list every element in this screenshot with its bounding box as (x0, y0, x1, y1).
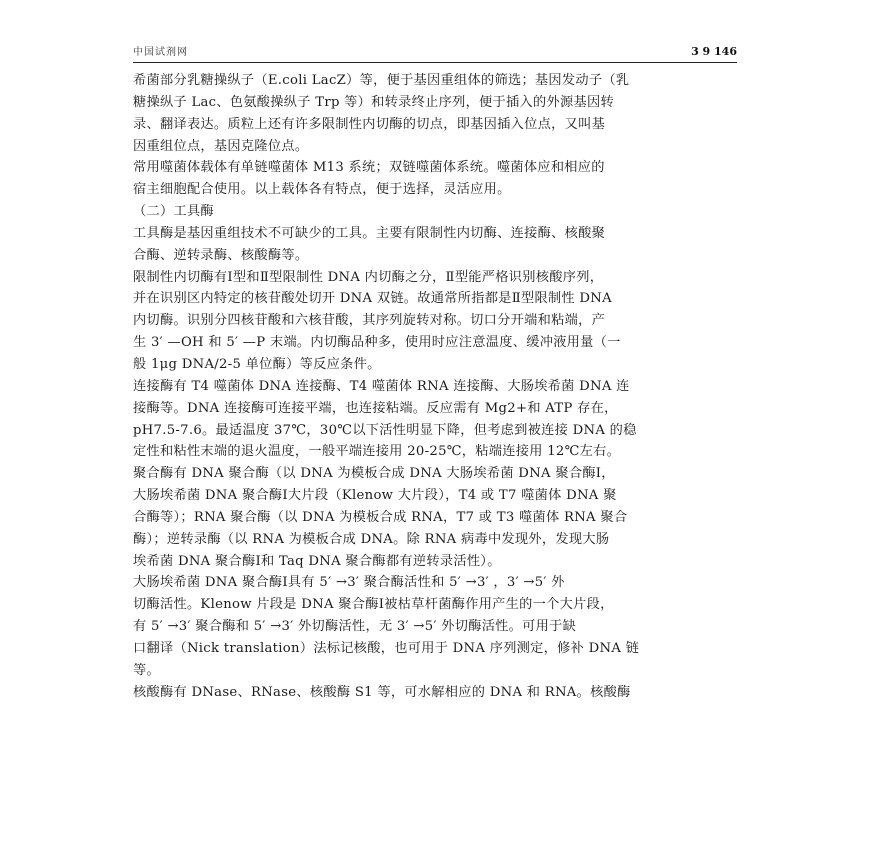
section-heading: （二）工具酶 (133, 204, 214, 220)
text-line: 有 5′ →3′ 聚合酶和 5′ →3′ 外切酶活性，无 3′ →5′ 外切酶活性。可用于缺 (133, 619, 577, 635)
header-site-name: 中国试剂网 (133, 47, 188, 58)
text-line: 大肠埃希菌 DNA 聚合酶Ⅰ具有 5′ →3′ 聚合酶活性和 5′ →3′ ，3′ →5′ 外 (133, 575, 565, 591)
text-line: 并在识别区内特定的核苷酸处切开 DNA 双链。故通常所指都是Ⅱ型限制性 DNA (133, 291, 612, 307)
text-line: 希菌部分乳糖操纵子（E.coli LacZ）等，便于基因重组体的筛选；基因发动子（乳 (133, 73, 630, 88)
text-line: 定性和粘性末端的退火温度，一般平端连接用 20-25℃，粘端连接用 12℃左右。 (133, 444, 621, 460)
text-line: 等。 (133, 662, 160, 678)
text-line: 般 1μg DNA/2-5 单位酶）等反应条件。 (133, 356, 381, 372)
text-line: 宿主细胞配合使用。以上载体各有特点，便于选择，灵活应用。 (133, 182, 511, 198)
text-line: 酶）；逆转录酶（以 RNA 为模板合成 DNA。除 RNA 病毒中发现外，发现大肠 (133, 531, 610, 547)
text-line: 常用噬菌体载体有单链噬菌体 M13 系统；双链噬菌体系统。噬菌体应和相应的 (133, 160, 605, 176)
text-line: 接酶等。DNA 连接酶可连接平端，也连接粘端。反应需有 Mg2+和 ATP 存在， (133, 400, 618, 416)
header-page-number: 3 9 146 (691, 45, 737, 58)
text-line: 埃希菌 DNA 聚合酶Ⅰ和 Taq DNA 聚合酶都有逆转录活性）。 (133, 553, 501, 569)
text-line: 糖操纵子 Lac、色氨酸操纵子 Trp 等）和转录终止序列，便于插入的外源基因转 (133, 94, 614, 110)
text-line: 录、翻译表达。质粒上还有许多限制性内切酶的切点，即基因插入位点，又叫基 (133, 116, 606, 132)
text-line: 聚合酶有 DNA 聚合酶（以 DNA 为模板合成 DNA 大肠埃希菌 DNA 聚合酶Ⅰ， (133, 466, 615, 482)
text-line: 限制性内切酶有Ⅰ型和Ⅱ型限制性 DNA 内切酶之分，Ⅱ型能严格识别核酸序列， (133, 269, 604, 285)
text-line: 大肠埃希菌 DNA 聚合酶Ⅰ大片段（Klenow 大片段），T4 或 T7 噬菌体 DNA 聚 (133, 488, 617, 504)
page-header (133, 40, 737, 63)
text-line: 因重组位点，基因克隆位点。 (133, 138, 309, 154)
text-line: pH7.5-7.6。最适温度 37℃，30℃以下活性明显下降，但考虑到被连接 DNA 的稳 (133, 422, 637, 438)
text-line: 生 3′ —OH 和 5′ —P 末端。内切酶品种多，使用时应注意温度、缓冲液用量（一 (133, 335, 621, 351)
text-line: 口翻译（Nick translation）法标记核酸，也可用于 DNA 序列测定，修补 DNA 链 (133, 640, 640, 656)
text-line: 合酶、逆转录酶、核酸酶等。 (133, 247, 309, 263)
text-line: 切酶活性。Klenow 片段是 DNA 聚合酶Ⅰ被枯草杆菌酶作用产生的一个大片段， (133, 597, 614, 613)
text-line: 连接酶有 T4 噬菌体 DNA 连接酶、T4 噬菌体 RNA 连接酶、大肠埃希菌 DNA 连 (133, 378, 630, 394)
text-line: 工具酶是基因重组技术不可缺少的工具。主要有限制性内切酶、连接酶、核酸聚 (133, 225, 606, 241)
text-line: 内切酶。识别分四核苷酸和六核苷酸，其序列旋转对称。切口分开端和粘端，产 (133, 313, 606, 329)
text-line: 合酶等）；RNA 聚合酶（以 DNA 为模板合成 RNA，T7 或 T3 噬菌体 RNA 聚合 (133, 509, 628, 525)
text-line: 核酸酶有 DNase、RNase、核酸酶 S1 等，可水解相应的 DNA 和 RNA。核酸酶 (133, 684, 631, 700)
document-body (133, 70, 739, 703)
